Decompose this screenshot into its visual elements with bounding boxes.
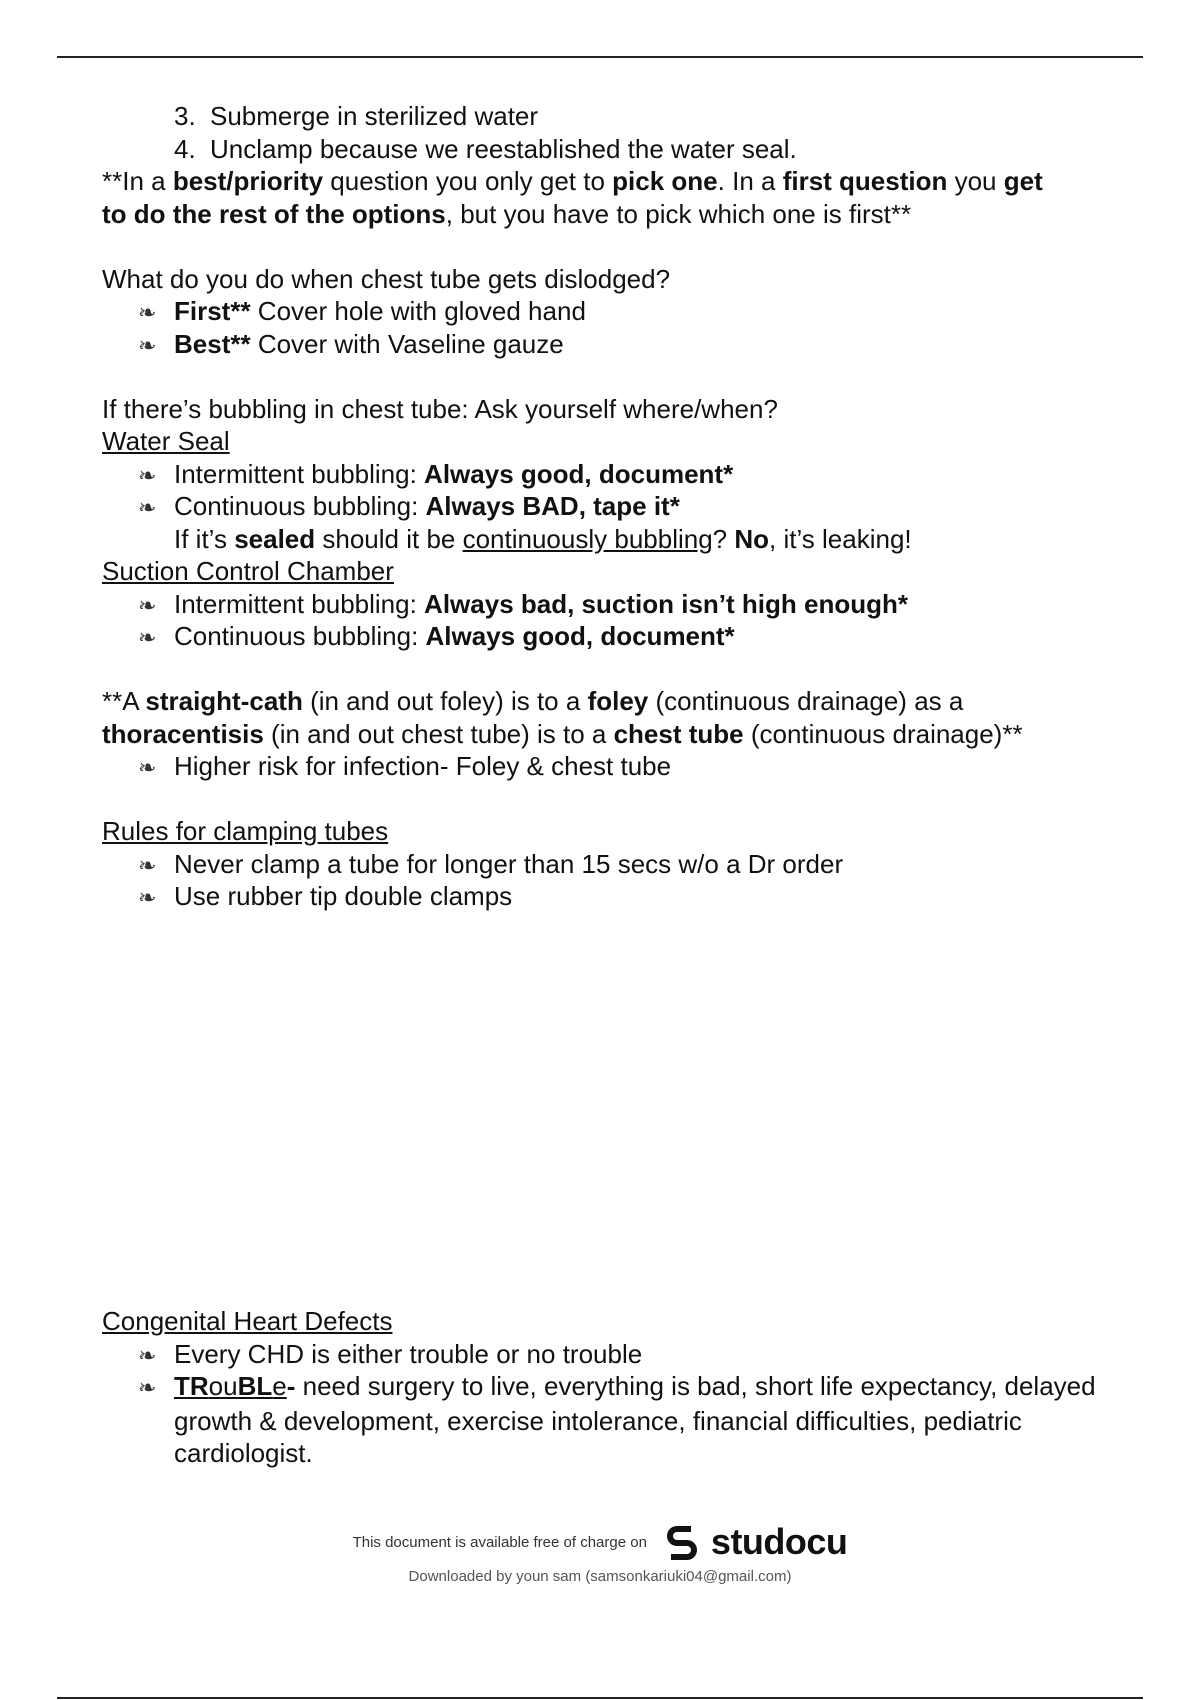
bullet-icon: ❧ xyxy=(138,755,157,780)
priority-note-line2: to do the rest of the options, but you have to pick which one is first** xyxy=(102,198,912,229)
studocu-wordmark: studocu xyxy=(710,1521,848,1562)
list-item: ❧ Use rubber tip double clamps xyxy=(102,880,1142,913)
list-item: ❧ Intermittent bubbling: Always bad, suction isn’t high enough* xyxy=(102,588,1142,621)
list-item: ❧ Every CHD is either trouble or no trouble xyxy=(102,1338,1142,1371)
suction-chamber-heading: Suction Control Chamber xyxy=(102,556,394,586)
sealed-note: If it’s sealed should it be continuously bubbling? No, it’s leaking! xyxy=(174,523,912,554)
bottom-rule xyxy=(57,1697,1143,1699)
bullet-icon: ❧ xyxy=(138,625,157,650)
bullet-icon: ❧ xyxy=(138,1375,157,1400)
bullet-icon: ❧ xyxy=(138,495,157,520)
analogy-line1: **A straight-cath (in and out foley) is to a foley (continuous drainage) as a xyxy=(102,686,964,716)
bullet-icon: ❧ xyxy=(138,592,157,618)
list-item: ❧ Continuous bubbling: Always good, document* xyxy=(102,620,1142,653)
list-item: ❧ Higher risk for infection- Foley & chest tube xyxy=(102,750,1142,783)
bullet-icon: ❧ xyxy=(138,462,157,488)
clamping-heading: Rules for clamping tubes xyxy=(102,816,389,846)
list-item: ❧ Best** Cover with Vaseline gauze xyxy=(102,328,1142,361)
bubbling-intro: If there’s bubbling in chest tube: Ask yourself where/when? xyxy=(102,393,778,424)
dislodged-question: What do you do when chest tube gets dislodged? xyxy=(102,263,671,294)
bullet-icon: ❧ xyxy=(138,300,157,325)
analogy-line2: thoracentisis (in and out chest tube) is to a chest tube (continuous drainage)** xyxy=(102,718,1023,749)
list-item: ❧ Intermittent bubbling: Always good, document* xyxy=(102,458,1142,491)
list-item: ❧ First** Cover hole with gloved hand xyxy=(102,295,1142,328)
priority-note-line1: **In a best/priority question you only get to pick one. In a first question you get xyxy=(102,166,1043,196)
numbered-step: 4. Unclamp because we reestablished the water seal. xyxy=(174,133,797,164)
list-item: ❧ Never clamp a tube for longer than 15 secs w/o a Dr order xyxy=(102,848,1142,881)
downloaded-by-text: Downloaded by youn sam (samsonkariuki04@gmail.com) xyxy=(408,1568,792,1585)
studocu-logo-icon xyxy=(661,1520,705,1564)
bullet-icon: ❧ xyxy=(138,885,157,910)
chd-heading: Congenital Heart Defects xyxy=(102,1306,393,1336)
bullet-icon: ❧ xyxy=(138,332,157,358)
footer xyxy=(0,1520,1200,1585)
list-item: ❧ TRouBLe- need surgery to live, everything is bad, short life expectancy, delayed growth & development, exercise intolerance, financial difficulties, pediatric cardiologist. xyxy=(138,1371,1096,1468)
availability-text: This document is available free of charge on xyxy=(352,1533,647,1551)
list-item: ❧ Continuous bubbling: Always BAD, tape it* xyxy=(102,490,1142,523)
chd-section xyxy=(102,1305,1142,1470)
document-body xyxy=(102,100,1142,913)
top-rule xyxy=(57,56,1143,58)
numbered-step: 3. Submerge in sterilized water xyxy=(174,101,539,131)
studocu-logo[interactable] xyxy=(661,1520,848,1564)
bullet-icon: ❧ xyxy=(138,1342,157,1368)
water-seal-heading: Water Seal xyxy=(102,426,230,456)
bullet-icon: ❧ xyxy=(138,852,157,878)
